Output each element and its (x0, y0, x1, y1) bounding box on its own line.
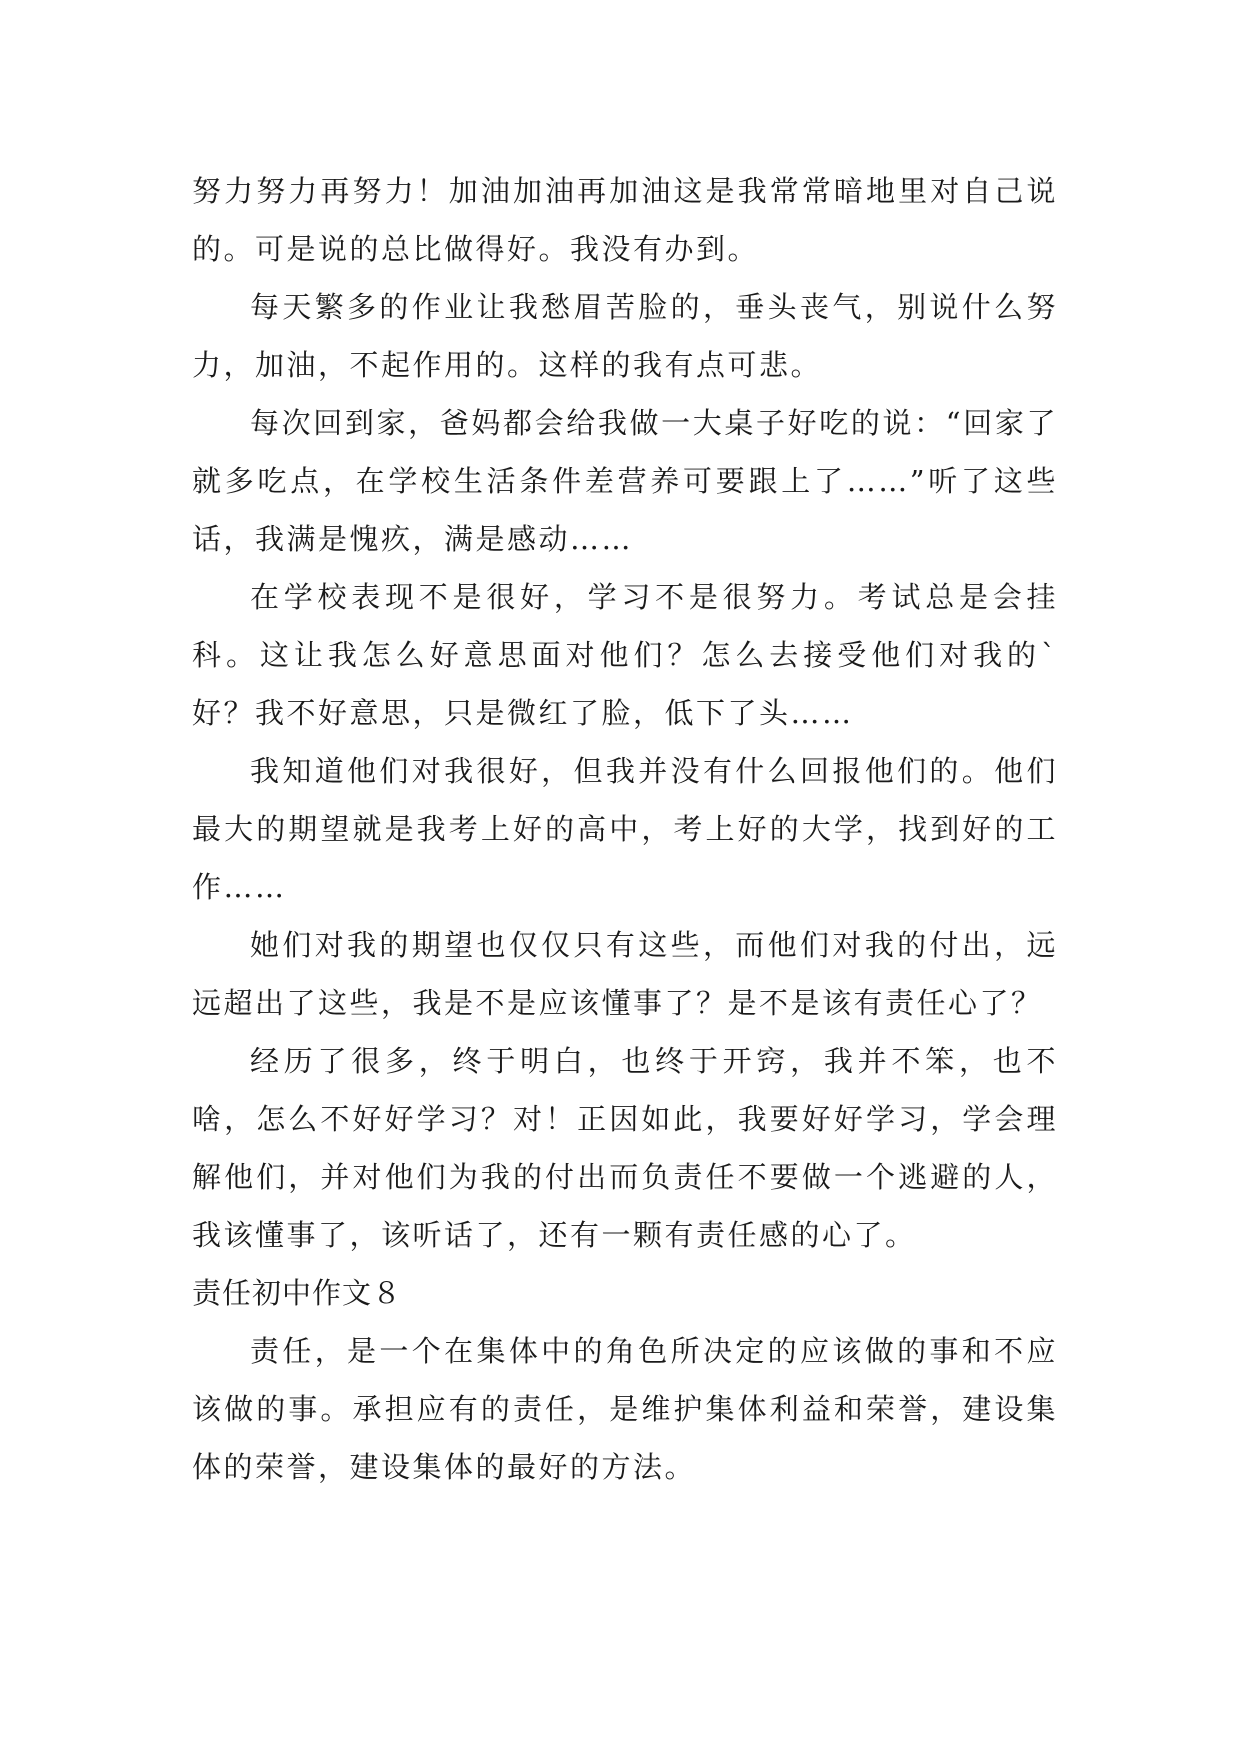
section-heading: 责任初中作文８ (192, 1276, 403, 1310)
document-body (192, 162, 1058, 1496)
paragraph: 每天繁多的作业让我愁眉苦脸的，垂头丧气，别说什么努力，加油，不起作用的。这样的我有点可悲。 (192, 290, 1058, 382)
paragraph: 责任，是一个在集体中的角色所决定的应该做的事和不应该做的事。承担应有的责任，是维护集体利益和荣誉，建设集体的荣誉，建设集体的最好的方法。 (192, 1334, 1058, 1484)
paragraph: 在学校表现不是很好，学习不是很努力。考试总是会挂科。这让我怎么好意思面对他们？怎么去接受他们对我的`好？我不好意思，只是微红了脸，低下了头…… (192, 580, 1058, 730)
paragraph: 我知道他们对我很好，但我并没有什么回报他们的。他们最大的期望就是我考上好的高中，考上好的大学，找到好的工作…… (192, 754, 1058, 904)
paragraph: 每次回到家，爸妈都会给我做一大桌子好吃的说：“回家了就多吃点，在学校生活条件差营养可要跟上了……”听了这些话，我满是愧疚，满是感动…… (192, 406, 1058, 556)
paragraph: 努力努力再努力！加油加油再加油这是我常常暗地里对自己说的。可是说的总比做得好。我没有办到。 (192, 174, 1058, 266)
paragraph: 她们对我的期望也仅仅只有这些，而他们对我的付出，远远超出了这些，我是不是应该懂事了？是不是该有责任心了？ (192, 928, 1058, 1020)
paragraph: 经历了很多，终于明白，也终于开窍，我并不笨，也不啥，怎么不好好学习？对！正因如此，我要好好学习，学会理解他们，并对他们为我的付出而负责任不要做一个逃避的人，我该懂事了，该听话了，还有一颗有责任感的心了。 (192, 1044, 1058, 1252)
